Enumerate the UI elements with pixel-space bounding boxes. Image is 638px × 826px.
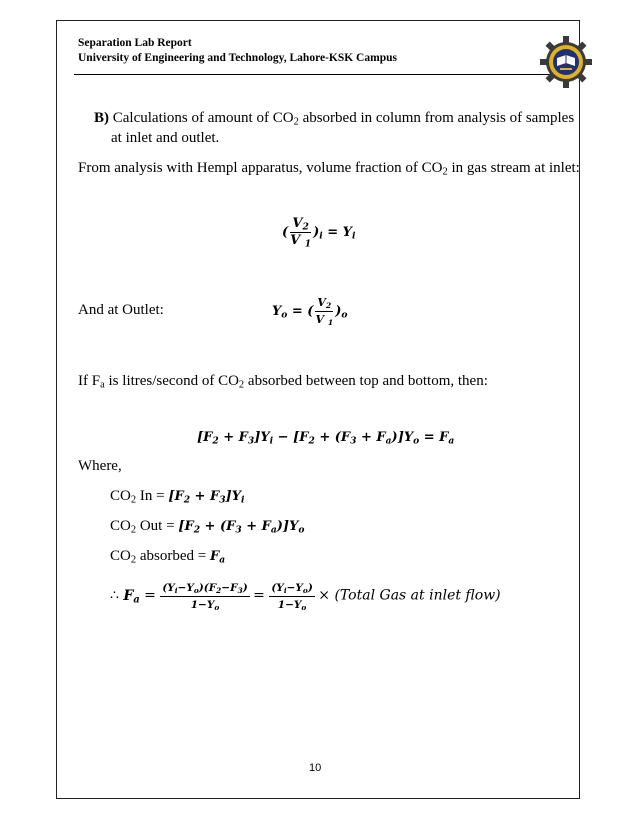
- header-university: University of Engineering and Technology, Lahore-KSK Campus: [78, 52, 397, 64]
- page-header: [78, 36, 397, 66]
- header-report-title: Separation Lab Report: [78, 37, 192, 49]
- section-label: B): [94, 110, 109, 126]
- page-number: 10: [309, 762, 322, 774]
- paragraph-fa: If $F_a$ is litres/second of $CO_2$ absorbed between top and bottom, then:: [78, 373, 488, 391]
- section-heading-line2: at inlet and outlet.: [111, 130, 220, 146]
- equation-balance: $[F_2 + F_3]Y_i - [F_2 + (F_3 + F_a)]Y_o = F_a$: [197, 430, 455, 447]
- equation-outlet-fraction: $Y_o$ = ( $\frac{V_2}{V _1}$ )$_o$: [272, 296, 348, 327]
- definition-co2-in: $CO_2$ $In = [F_2 + F_3]Y_i$: [110, 488, 245, 506]
- definition-co2-out: $CO_2$ Out = $[F_2 + (F_3 + F_a)]Y_o$: [110, 518, 305, 536]
- paragraph-inlet: From analysis with Hempl apparatus, volume fraction of $CO_2$ in gas stream at inlet:: [78, 160, 580, 178]
- where-label: Where,: [78, 458, 122, 474]
- final-tail-text: (Total Gas at inlet flow): [334, 587, 501, 604]
- definition-co2-absorbed: $CO_2$ absorbed = $F_a$: [110, 548, 226, 566]
- equation-final: ∴ $F_a$ = $\frac{(Y_i-Y_o)(F_2-F_3)}{1-Y_o}$ = $\frac{(Y_i-Y_o)}{1-Y_o}$ × (Total Gas at inlet flow): [110, 582, 501, 612]
- section-heading: B) Calculations of amount of $CO_2$ absorbed in column from analysis of samples: [94, 110, 575, 128]
- university-seal-icon: [540, 36, 592, 88]
- outlet-label: And at Outlet:: [78, 302, 164, 318]
- header-divider: [74, 74, 564, 75]
- equation-inlet-fraction: ( $\frac{V_2}{V _1}$ )$_i = Y_i$: [282, 216, 356, 250]
